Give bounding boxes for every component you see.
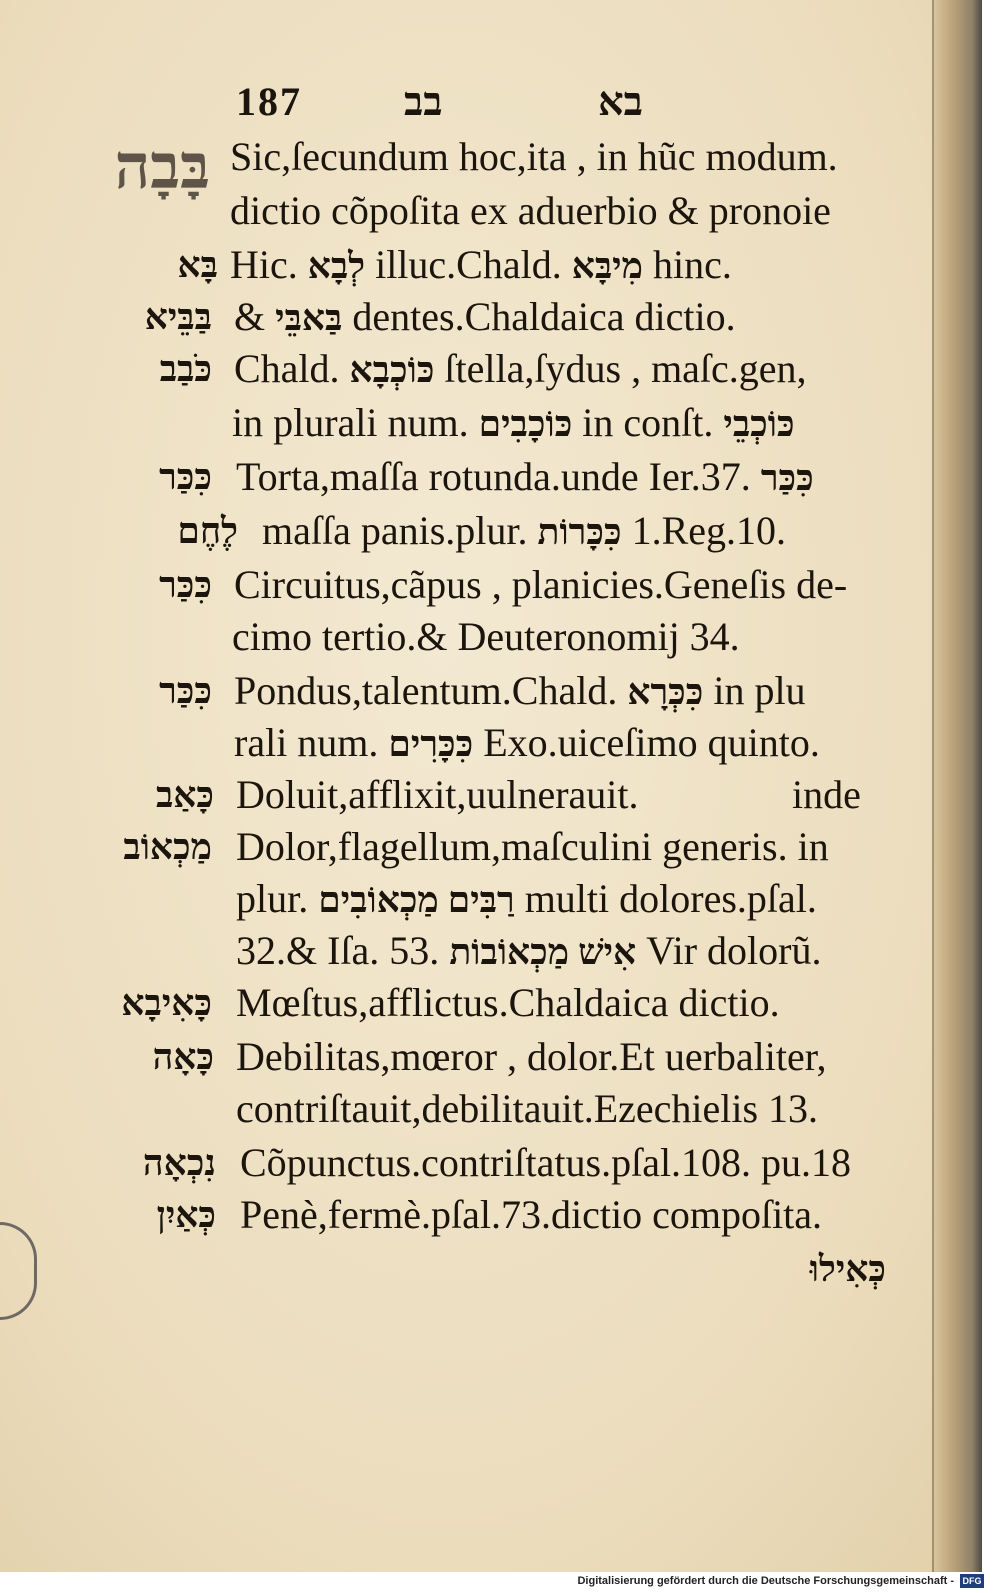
entry-text: Mœſtus,afflictus.Chaldaica dictio. [236,980,780,1025]
entry-headword: מַכְאוֹב [123,827,212,867]
entry-text: Pondus,talentum.Chald. כִּכְּרָא in plu [234,668,806,713]
entry-headword: נִכְאָה [142,1143,216,1183]
entry-headword: בַּבֵּיא [144,297,212,337]
footer-bar [0,1572,1000,1593]
entry-headword: לֶחֶם [177,511,238,551]
entry-text: maſſa panis.plur. כִּכָּרוֹת 1.Reg.10. [262,508,786,553]
entry-text: Circuitus,cãpus , planicies.Geneſis de- [234,562,848,607]
page-edge [932,0,934,1572]
entry-text: Dolor,flagellum,maſculini generis. in [236,824,829,869]
entry-text: in plurali num. כּוֹכָבִים in conſt. כּוֹכְבֵי [232,400,795,445]
entry-text: rali num. כִּכָּרִים Exo.uiceſimo quinto. [234,720,820,765]
footer-credit: Digitalisierung gefördert durch die Deutsche Forschungsgemeinschaft - [577,1575,954,1587]
entry-text: & בַּאבֵּי dentes.Chaldaica dictio. [234,294,736,339]
entry-text: Chald. כּוֹכְבָא ſtella,ſydus , maſc.gen, [234,346,807,391]
entry-headword: כְּאַיִן [156,1195,216,1235]
entry-text: Cõpunctus.contriſtatus.pſal.108. pu.18 [240,1140,852,1185]
entry-text: 32.& Iſa. 53. אִישׁ מַכְאוֹבוֹת Vir dolorũ. [236,928,822,973]
entry-headword: כִּכַּר [159,671,212,711]
entry-text: Debilitas,mœror , dolor.Et uerbaliter, [236,1034,827,1079]
entry-text: dictio cõpoſita ex aduerbio & pronoie [230,188,831,233]
running-head-right: בא [598,79,643,124]
catchword: כְּאִילוּ [809,1249,886,1289]
page-clip [0,1222,37,1320]
entry-headword: בָּבָה [114,134,210,202]
page-gutter-shadow [934,0,982,1572]
dfg-logo: DFG [960,1574,984,1588]
entry-headword: כִּכַּר [159,457,212,497]
entry-text: Hic. לְבָא illuc.Chald. מִיבָּא hinc. [230,242,732,287]
entry-headword: בָּא [177,245,218,285]
entry-text: Torta,maſſa rotunda.unde Ier.37. כִּכַּר [236,454,814,499]
entry-headword: כֹּבַב [159,349,212,389]
running-head-left: בב [404,79,443,124]
entry-headword: כִּכַּר [159,565,212,605]
entry-text: Doluit,afflixit,uulnerauit. inde [236,772,861,817]
entry-text: cimo tertio.& Deuteronomij 34. [232,614,740,659]
entry-text: contriſtauit,debilitauit.Ezechielis 13. [236,1086,819,1131]
entry-headword: כָּאַב [155,775,214,815]
entry-headword: כָּאָה [152,1037,214,1077]
entry-headword: כָּאִיבָא [121,983,212,1023]
entry-text: Penè,fermè.pſal.73.dictio compoſita. [240,1192,823,1237]
page-number: 187 [236,79,302,124]
entry-text: Sic,ſecundum hoc,ita , in hũc modum. [230,134,838,179]
entry-text: plur. רַבִּים מַכְאוֹבִים multi dolores.pſal. [236,876,817,921]
